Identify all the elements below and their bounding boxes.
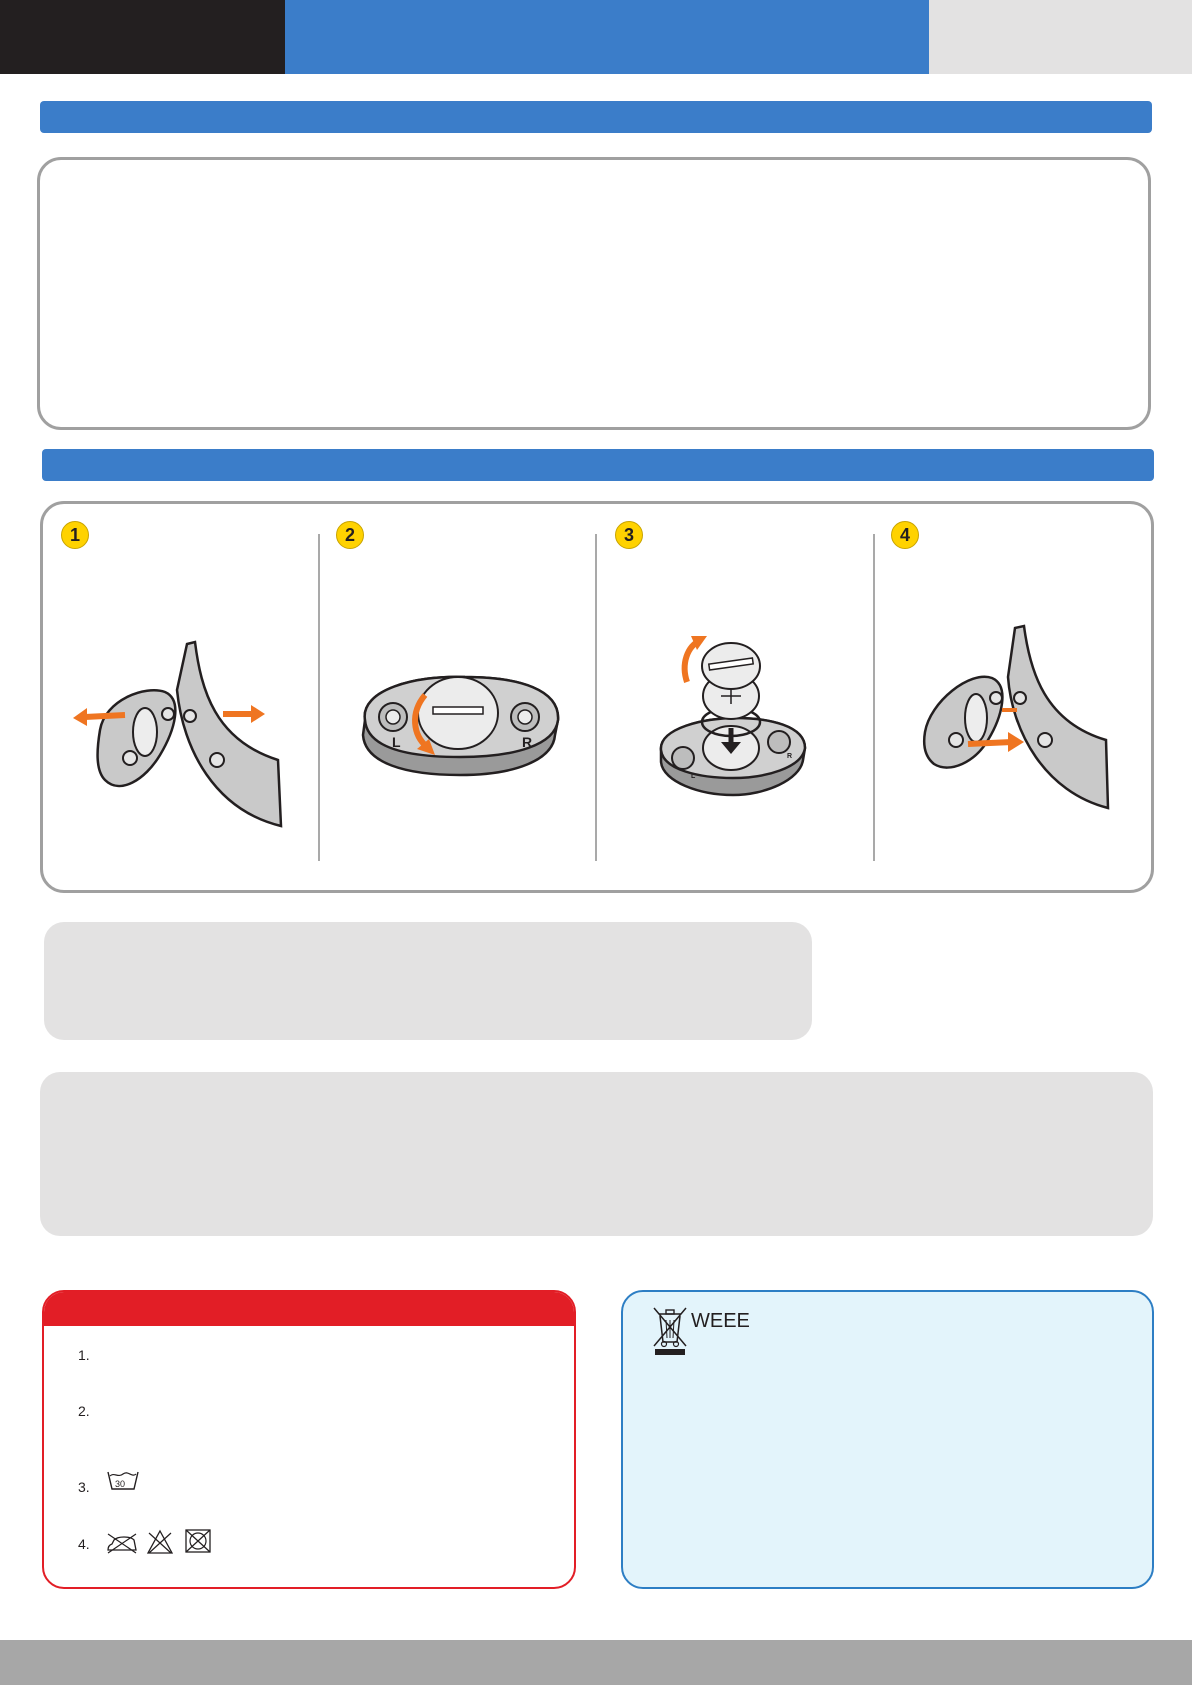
step-3-left-label: L [691, 773, 696, 780]
step-3-badge: 3 [615, 521, 643, 549]
warning-box [40, 1072, 1153, 1236]
step-divider [873, 534, 875, 861]
footer-bar [0, 1640, 1192, 1685]
step-4-badge: 4 [891, 521, 919, 549]
care-item-number: 3. [78, 1479, 90, 1495]
do-not-bleach-icon [146, 1529, 174, 1555]
step-divider [595, 534, 597, 861]
care-instructions-box [42, 1290, 576, 1589]
wash-30-icon [106, 1468, 140, 1492]
do-not-tumble-dry-icon [184, 1528, 212, 1554]
care-item-number: 2. [78, 1403, 90, 1419]
care-item-number: 4. [78, 1536, 90, 1552]
weee-disposal-box [621, 1290, 1154, 1589]
step-4-illustration [920, 622, 1120, 812]
svg-text:30: 30 [115, 1479, 126, 1489]
crossed-out-bin-icon [650, 1304, 690, 1356]
care-header-bar [44, 1292, 574, 1326]
step-3-illustration [655, 630, 815, 800]
header-dark-block [0, 0, 285, 74]
info-panel [37, 157, 1151, 430]
header-grey-block [929, 0, 1192, 74]
step-3-right-label: R [787, 753, 793, 760]
step-1-badge: 1 [61, 521, 89, 549]
step-2-left-label: L [392, 734, 401, 750]
step-1-illustration [65, 630, 295, 830]
step-2-illustration [355, 665, 565, 780]
step-divider [318, 534, 320, 861]
weee-label: WEEE [691, 1310, 750, 1332]
section-bar-2 [42, 449, 1154, 481]
step-2-right-label: R [522, 734, 533, 750]
notice-box [44, 922, 812, 1040]
header-title-bar [285, 0, 929, 74]
do-not-iron-icon [106, 1532, 138, 1554]
step-2-badge: 2 [336, 521, 364, 549]
section-bar-1 [40, 101, 1152, 133]
care-item-number: 1. [78, 1347, 90, 1363]
